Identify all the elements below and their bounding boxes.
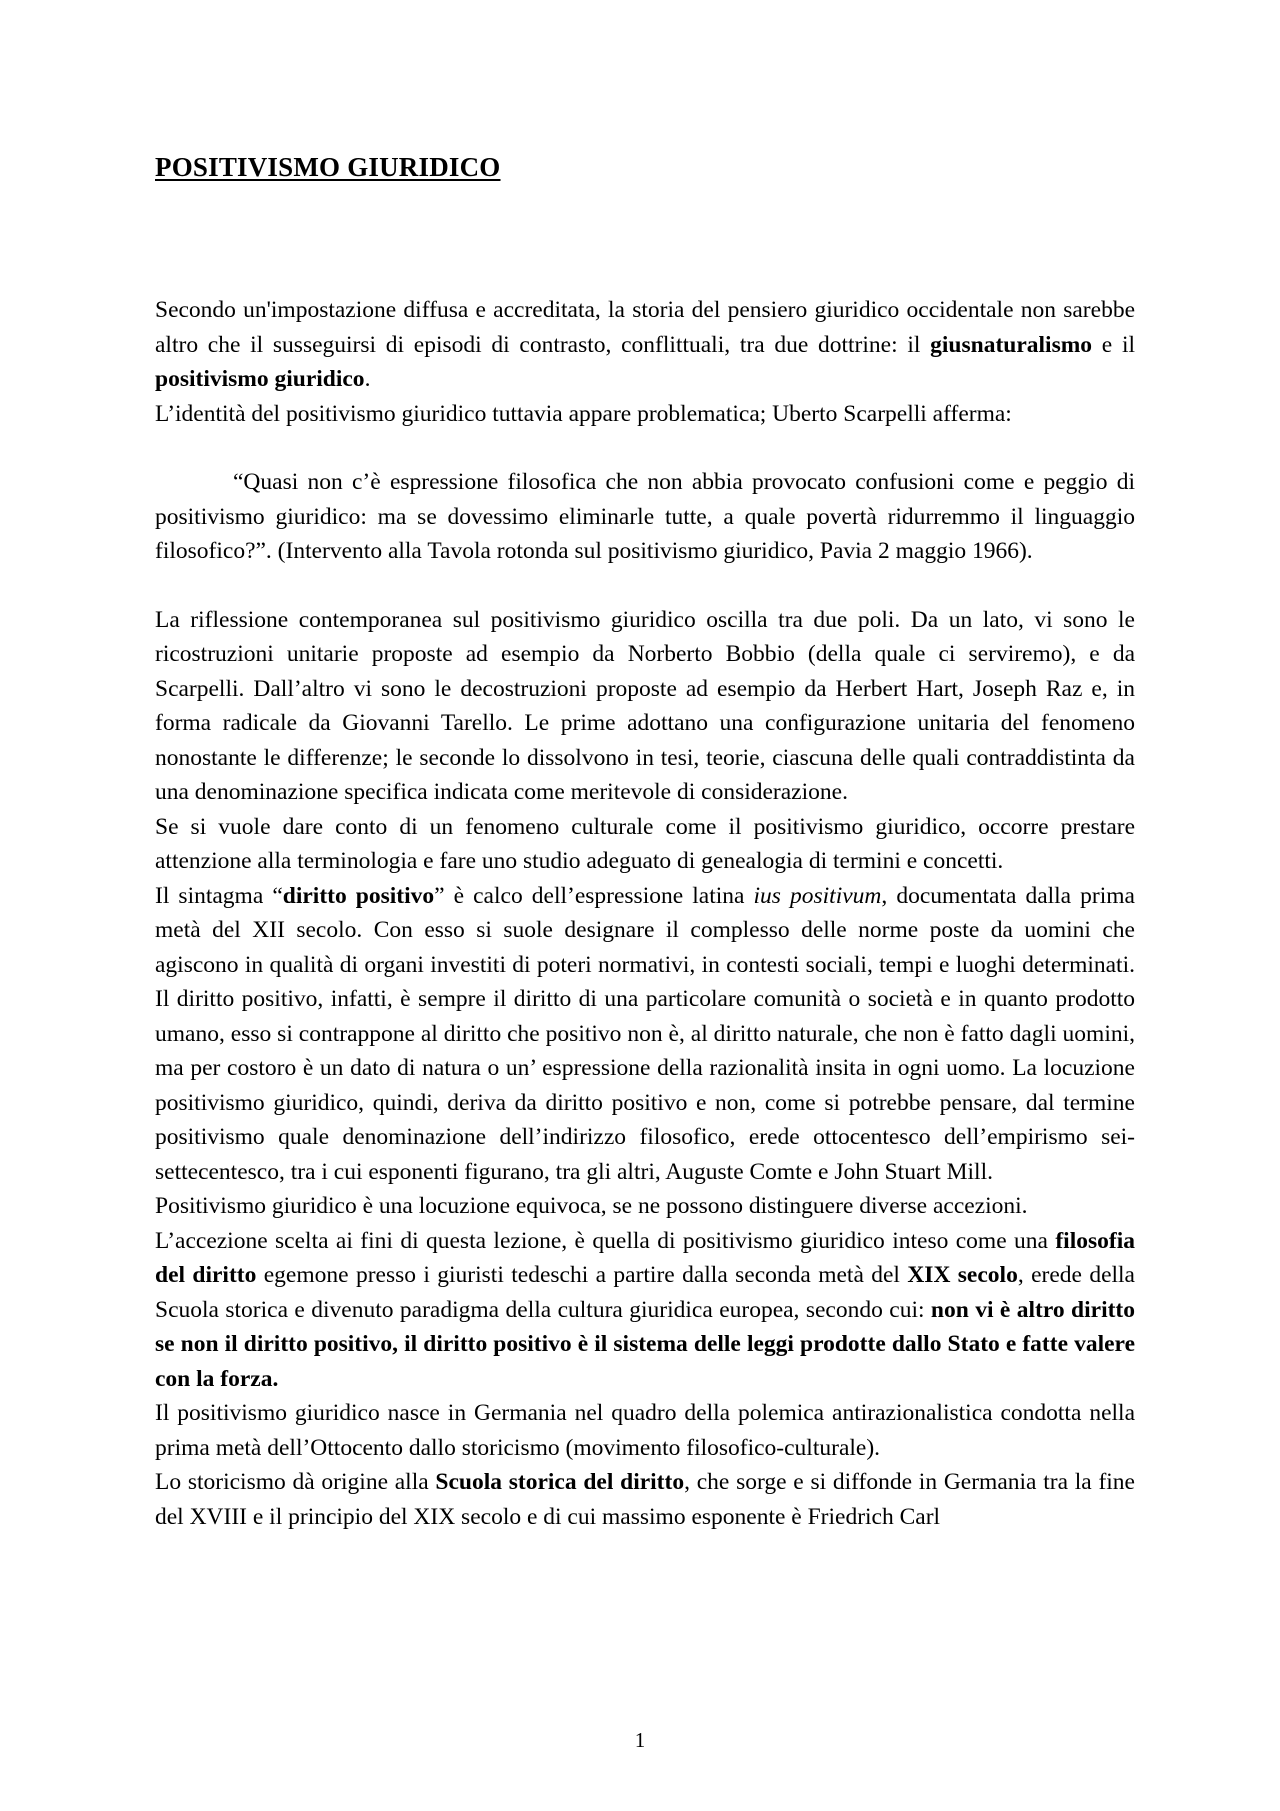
document-title: POSITIVISMO GIURIDICO (155, 152, 501, 182)
text-run: Secondo un'impostazione diffusa e accreditata, la storia del pensiero giuridico occidentale non sarebbe altro che il susseguirsi di episodi di contrasto, conflittuali, tra due dottrine: il (155, 297, 1135, 358)
paragraph-germania: Il positivismo giuridico nasce in Germania nel quadro della polemica antirazionalistica condotta nella prima metà dell’Ottocento dallo storicismo (movimento filosofico-culturale). (155, 1400, 1135, 1461)
bold-definition: non vi è altro diritto se non il diritto positivo, il diritto positivo è il sistema delle leggi prodotte dallo Stato e fatte valere con la forza. (155, 1296, 1135, 1392)
text-run: Il sintagma “ (155, 882, 283, 909)
paragraph-terminology: Se si vuole dare conto di un fenomeno culturale come il positivismo giuridico, occorre prestare attenzione alla terminologia e fare uno studio adeguato di genealogia di termini e concetti. (155, 813, 1135, 874)
text-run: , erede della Scuola storica e divenuto paradigma della cultura giuridica europea, secondo cui: (155, 1262, 1135, 1323)
paragraph-diritto-positivo (155, 879, 1135, 1190)
paragraph-scarpelli-intro: L’identità del positivismo giuridico tuttavia appare problematica; Uberto Scarpelli afferma: (155, 400, 1012, 427)
bold-term-scuola-storica: Scuola storica del diritto (435, 1469, 685, 1495)
bold-term-giusnaturalismo: giusnaturalismo (930, 331, 1093, 358)
paragraph-storicismo (155, 1465, 1135, 1534)
text-run: Lo storicismo dà origine alla (155, 1469, 436, 1495)
paragraph-equivocal: Positivismo giuridico è una locuzione equivoca, se ne possono distinguere diverse accezioni. (155, 1193, 1028, 1219)
text-run: L’accezione scelta ai fini di questa lezione, è quella di positivismo giuridico inteso come una (155, 1227, 1056, 1254)
page-number: 1 (634, 1728, 646, 1752)
bold-term-positivismo-giuridico: positivismo giuridico (155, 366, 365, 392)
document-body (155, 293, 1135, 1534)
text-run: e il (1092, 331, 1135, 358)
text-run: , documentata dalla prima metà del XII secolo. Con esso si suole designare il complesso delle norme poste da uomini che agiscono in qualità di organi investiti di poteri normativi, in contesti sociali, tempi e luoghi determinati. Il diritto positivo, infatti, è sempre il diritto di una particolare comunità o società e in quanto prodotto umano, esso si contrappone al diritto che positivo non è, al diritto naturale, che non è fatto dagli uomini, ma per costoro è un dato di natura o un’ espressione della razionalità insita in ogni uomo. La locuzione positivismo giuridico, quindi, deriva da diritto positivo e non, come si potrebbe pensare, dal termine positivismo quale denominazione dell’indirizzo filosofico, erede ottocentesco dell’empirismo sei-settecentesco, tra i cui esponenti figurano, tra gli altri, Auguste Comte e John Stuart Mill. (155, 882, 1135, 1185)
text-run: . (364, 366, 371, 392)
paragraph-accezione (155, 1224, 1135, 1397)
paragraph-reflection: La riflessione contemporanea sul positivismo giuridico oscilla tra due poli. Da un lato, vi sono le ricostruzioni unitarie proposte ad esempio da Norberto Bobbio (della quale ci serviremo), e da Scarpelli. Dall’altro vi sono le decostruzioni proposte ad esempio da Herbert Hart, Joseph Raz e, in forma radicale da Giovanni Tarello. Le prime adottano una configurazione unitaria del fenomeno nonostante le differenze; le seconde lo dissolvono in tesi, teorie, ciascuna delle quali contraddistinta da una denominazione specifica indicata come meritevole di considerazione. (155, 606, 1135, 805)
text-run: ” è calco dell’espressione latina (434, 882, 754, 909)
text-run: egemone presso i giuristi tedeschi a partire dalla seconda metà del (256, 1262, 908, 1288)
text-run: , che sorge e si diffonde in Germania tra la fine del XVIII e il principio del XIX secolo e di cui massimo esponente è Friedrich Carl (155, 1469, 1135, 1530)
italic-term-ius-positivum: ius positivum (753, 882, 882, 909)
paragraph-intro (155, 293, 1135, 397)
bold-term-filosofia-del-diritto: filosofia del diritto (155, 1227, 1135, 1288)
bold-term-xix-secolo: XIX secolo (907, 1262, 1018, 1288)
bold-term-diritto-positivo: diritto positivo (282, 882, 435, 909)
paragraph-quote: “Quasi non c’è espressione filosofica che non abbia provocato confusioni come e peggio di positivismo giuridico: ma se dovessimo eliminarle tutte, a quale povertà ridurremmo il linguaggio filosofico?”. (Intervento alla Tavola rotonda sul positivismo giuridico, Pavia 2 maggio 1966). (155, 469, 1135, 564)
